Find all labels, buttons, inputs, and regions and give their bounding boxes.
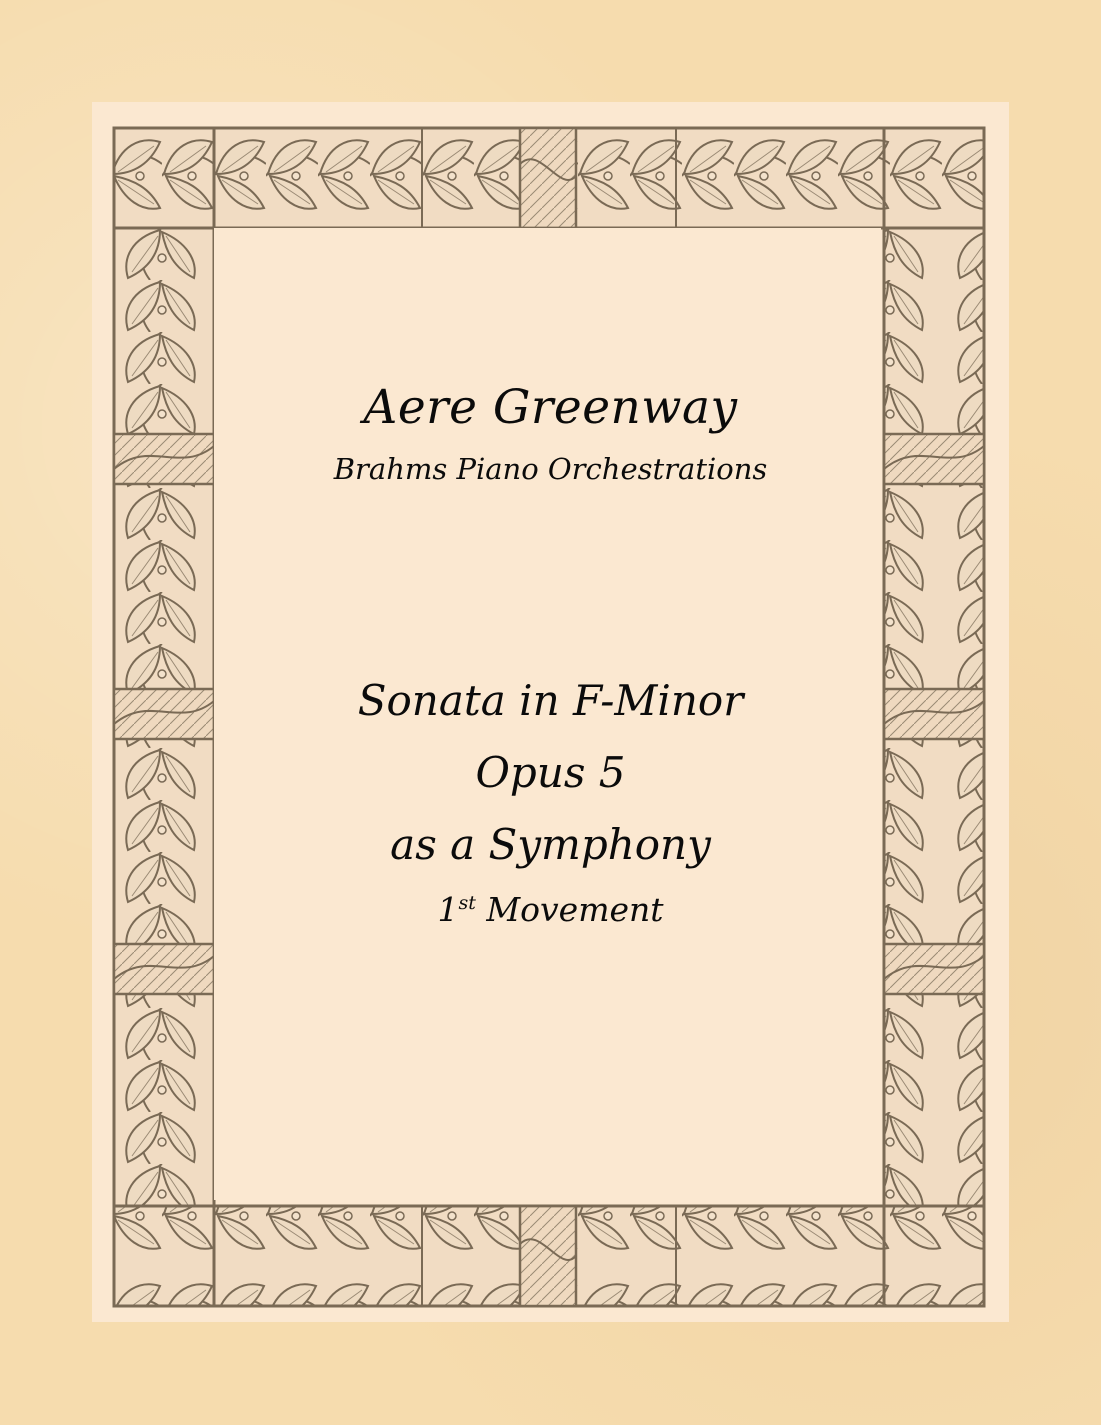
movement-word: Movement bbox=[486, 890, 664, 929]
collection-title: Brahms Piano Orchestrations bbox=[333, 452, 768, 486]
arrangement-form: as a Symphony bbox=[390, 820, 711, 869]
movement-ordinal-suffix: st bbox=[458, 892, 476, 914]
work-title: Sonata in F-Minor bbox=[357, 676, 744, 725]
movement-label bbox=[0, 890, 1101, 929]
opus-number: Opus 5 bbox=[475, 748, 626, 797]
movement-number: 1 bbox=[437, 890, 459, 929]
composer-name: Aere Greenway bbox=[363, 380, 738, 435]
